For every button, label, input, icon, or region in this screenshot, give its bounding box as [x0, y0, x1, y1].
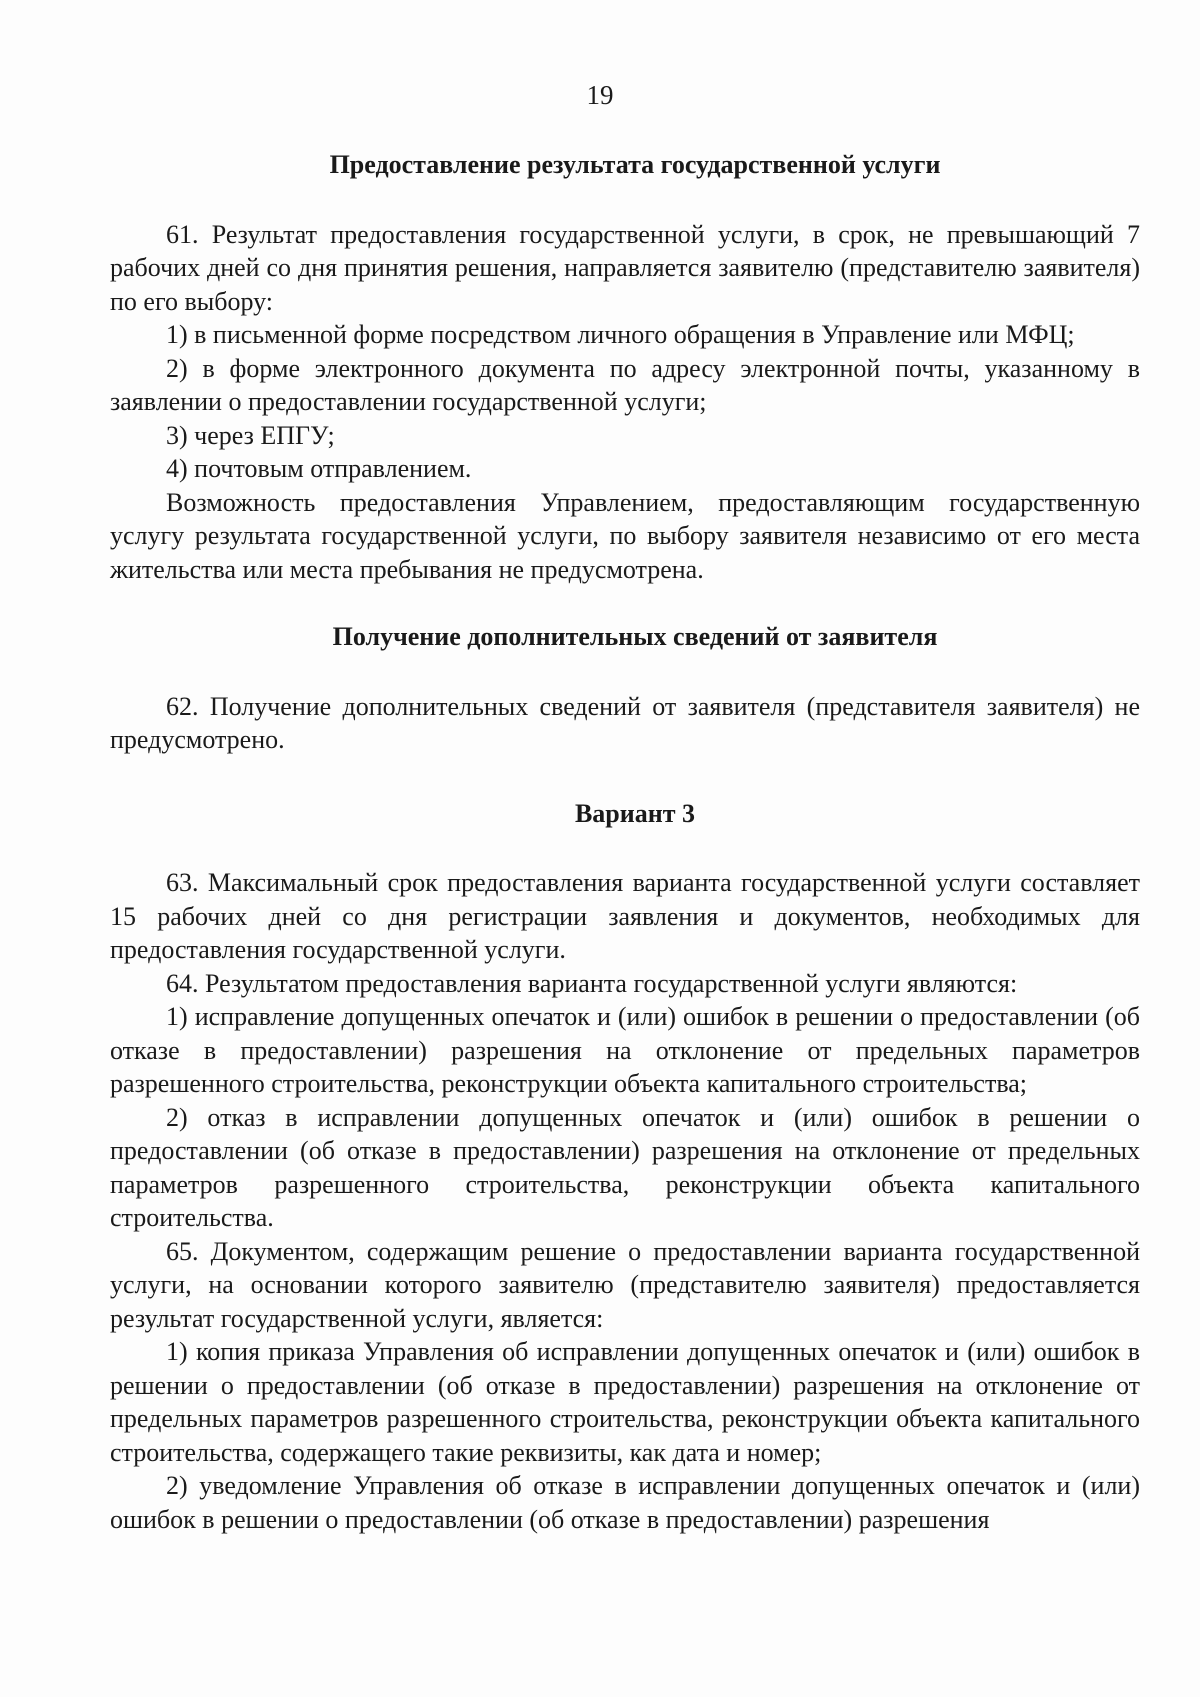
paragraph-61-item-4: 4) почтовым отправлением. — [166, 454, 472, 483]
paragraph-63: 63. Максимальный срок предоставления варианта государственной услуги составляет 15 рабочих дней со дня регистрации заявления и документов, необходимых для предоставления государственной услуги. — [110, 868, 1140, 964]
section-heading-result: Предоставление результата государственной услуги — [329, 150, 941, 179]
paragraph-62: 62. Получение дополнительных сведений от заявителя (представителя заявителя) не предусмотрено. — [110, 691, 1140, 754]
paragraph-64: 64. Результатом предоставления варианта государственной услуги являются: — [166, 968, 1018, 998]
section-heading-additional-info: Получение дополнительных сведений от заявителя — [332, 622, 938, 651]
paragraph-61-note: Возможность предоставления Управлением, предоставляющим государственную услугу результата государственной услуги, по выбору заявителя независимо от его места жительства или места пребывания не предусмотрена. — [110, 487, 1140, 584]
paragraph-61: 61. Результат предоставления государственной услуги, в срок, не превышающий 7 рабочих дней со дня принятия решения, направляется заявителю (представителю заявителя) по его выбору: — [110, 219, 1140, 316]
paragraph-61-item-2: 2) в форме электронного документа по адресу электронной почты, указанному в заявлении о предоставлении государственной услуги; — [110, 353, 1140, 416]
paragraph-64-item-1: 1) исправление допущенных опечаток и (или) ошибок в решении о предоставлении (об отказе в предоставлении) разрешения на отклонение от предельных параметров разрешенного строительства, реконструкции объекта капитального строительства; — [110, 1002, 1140, 1098]
paragraph-65: 65. Документом, содержащим решение о предоставлении варианта государственной услуги, на основании которого заявителю (представителю заявителя) предоставляется результат государственной услуги, является: — [110, 1236, 1140, 1333]
page-number: 19 — [586, 80, 614, 110]
document-body — [110, 148, 1140, 1536]
paragraph-65-item-1: 1) копия приказа Управления об исправлении допущенных опечаток и (или) ошибок в решении о предоставлении (об отказе в предоставлении) разрешения на отклонение от предельных параметров разрешенного строительства, реконструкции объекта капитального строительства, содержащего такие реквизиты, как дата и номер; — [110, 1337, 1140, 1467]
section-heading-variant-3: Вариант 3 — [574, 798, 696, 828]
paragraph-61-item-3: 3) через ЕПГУ; — [166, 420, 335, 450]
paragraph-61-item-1: 1) в письменной форме посредством личного обращения в Управление или МФЦ; — [166, 320, 1075, 349]
paragraph-64-item-2: 2) отказ в исправлении допущенных опечаток и (или) ошибок в решении о предоставлении (об отказе в предоставлении) разрешения на отклонение от предельных параметров разрешенного строительства, реконструкции объекта капитального строительства. — [110, 1102, 1140, 1232]
paragraph-65-item-2: 2) уведомление Управления об отказе в исправлении допущенных опечаток и (или) ошибок в решении о предоставлении (об отказе в предоставлении) разрешения — [110, 1471, 1140, 1534]
